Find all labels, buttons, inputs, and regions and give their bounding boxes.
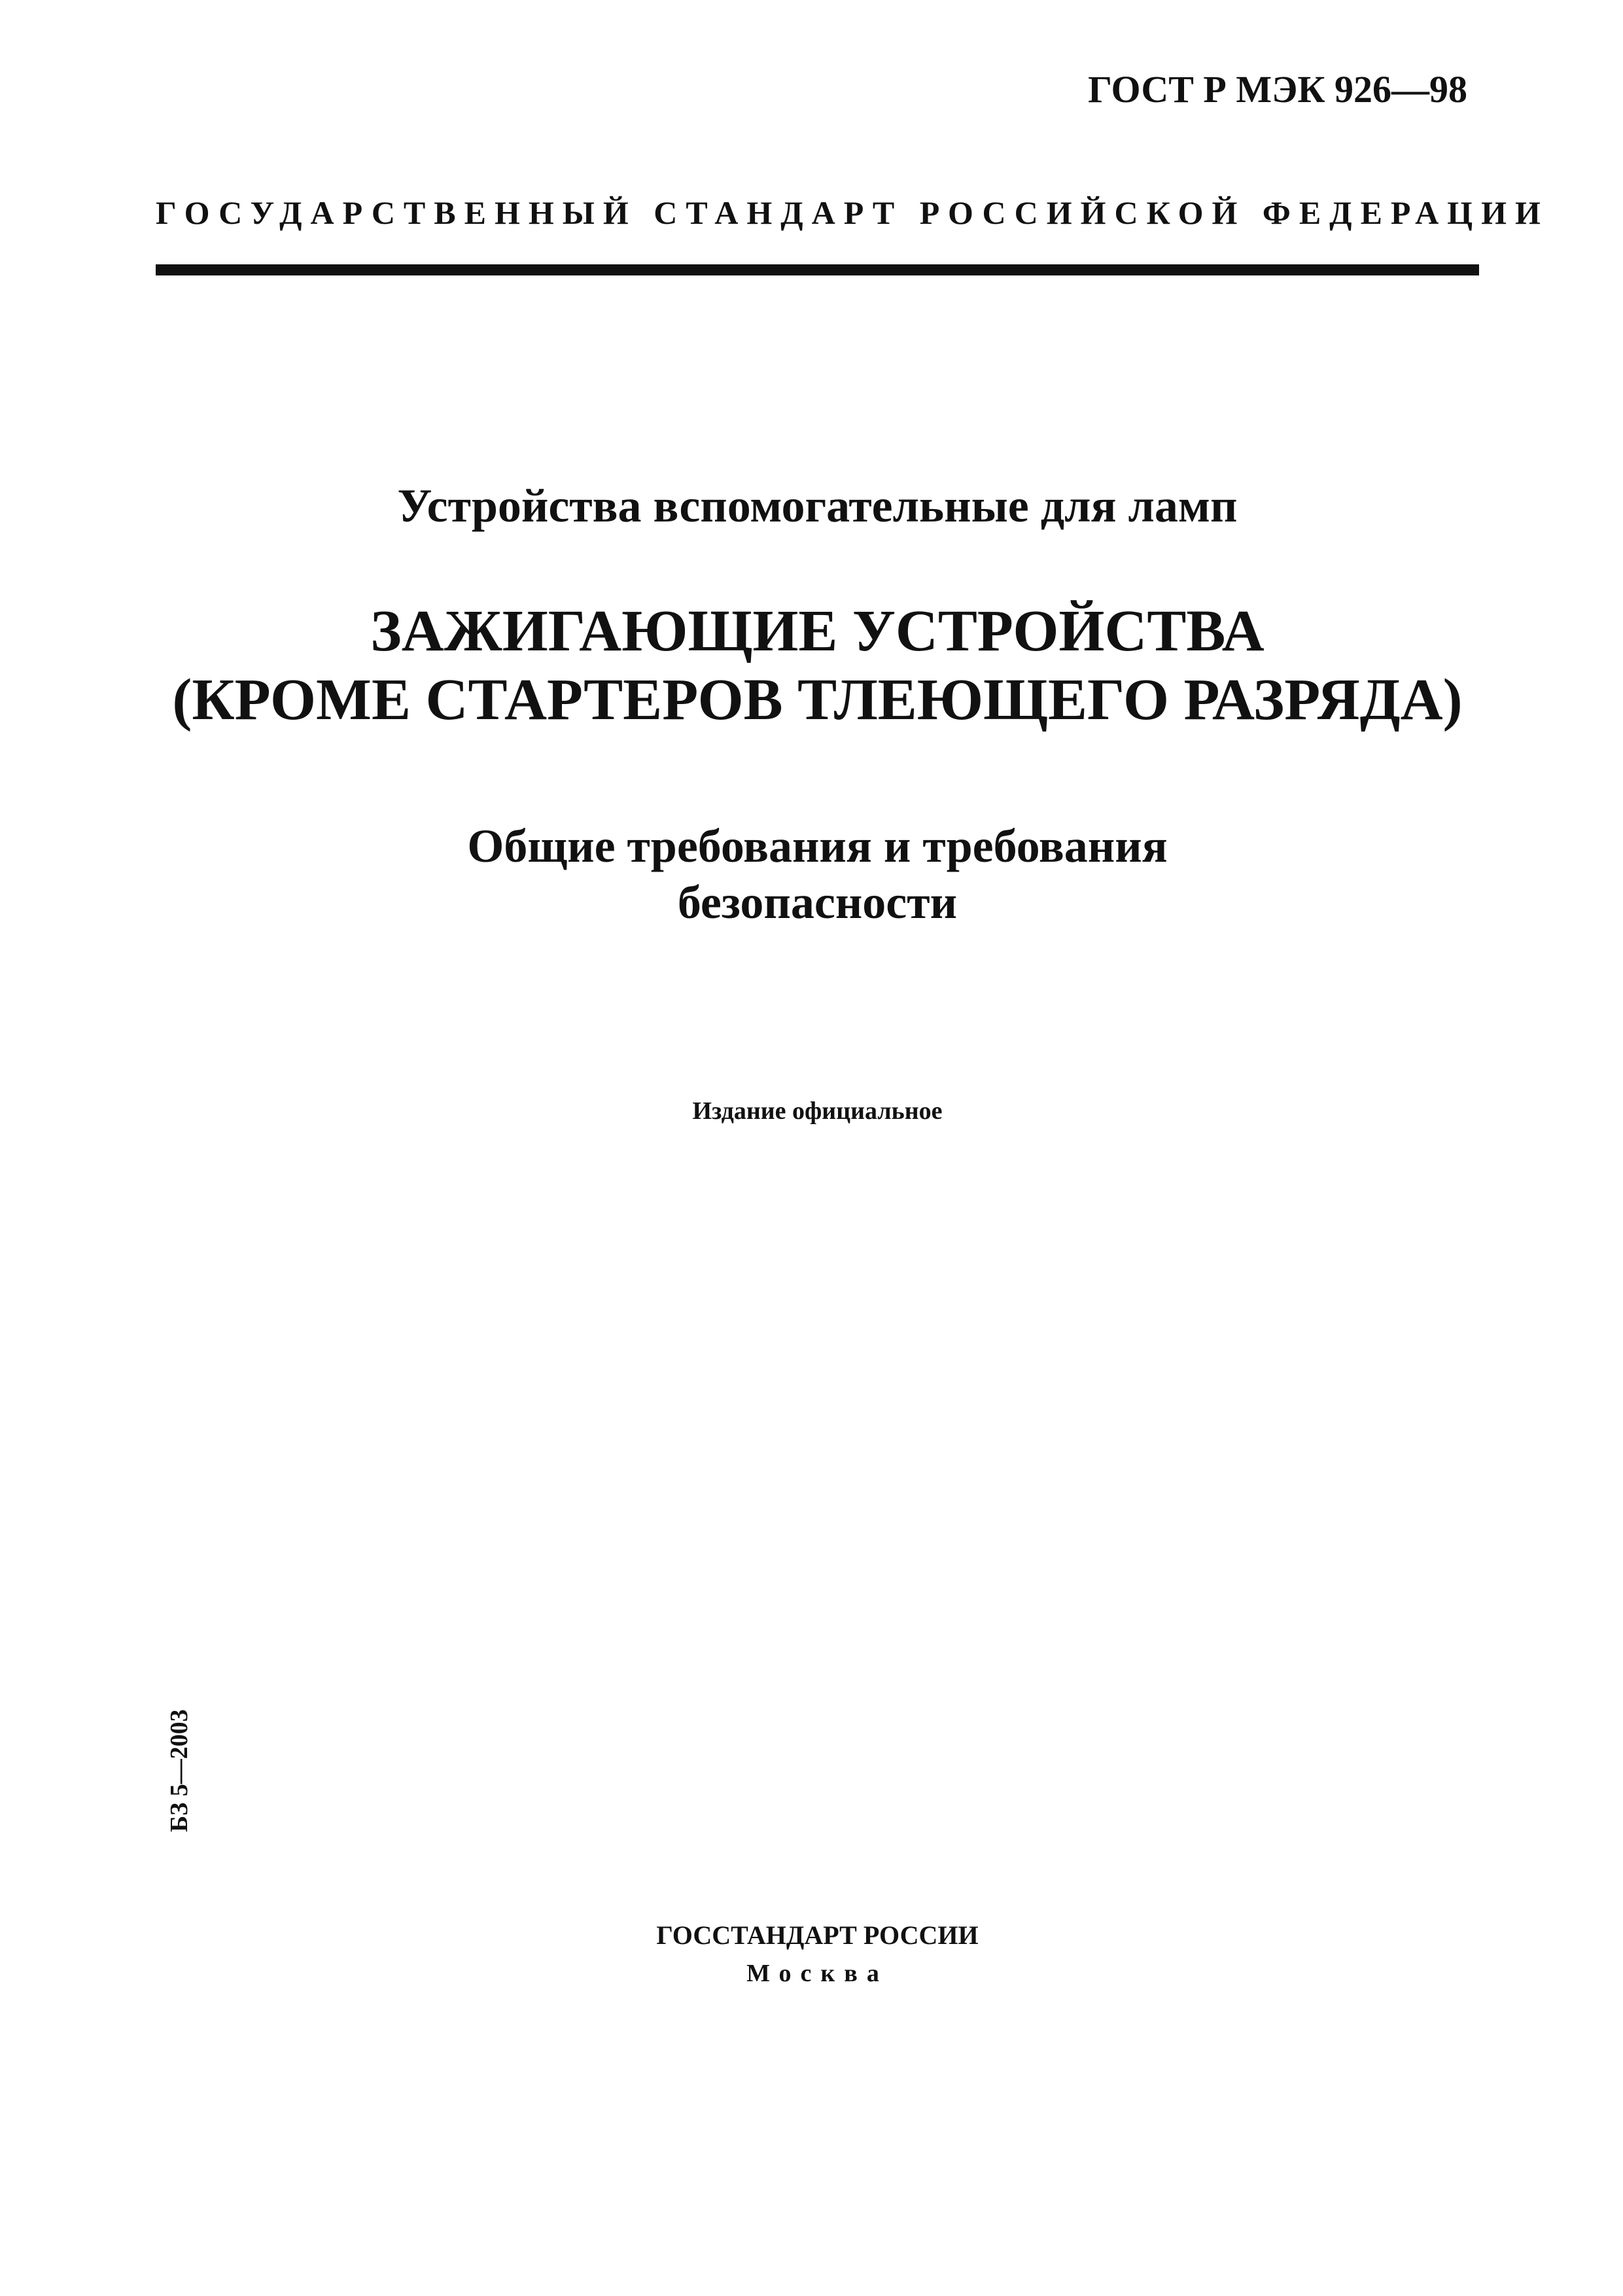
side-note: БЗ 5—2003 (166, 1709, 193, 1832)
header-divider (156, 264, 1479, 275)
sub-title-line-2: безопасности (677, 876, 958, 929)
main-title-line-2: (КРОМЕ СТАРТЕРОВ ТЛЕЮЩЕГО РАЗРЯДА) (172, 667, 1463, 733)
main-title (156, 597, 1479, 735)
general-title: Устройства вспомогательные для ламп (397, 480, 1238, 532)
sub-title (156, 818, 1479, 931)
main-title-line-1: ЗАЖИГАЮЩИЕ УСТРОЙСТВА (370, 599, 1265, 663)
sub-title-line-1: Общие требования и требования (467, 820, 1168, 872)
standard-header: ГОСУДАРСТВЕННЫЙ СТАНДАРТ РОССИЙСКОЙ ФЕДЕРАЦИИ (156, 194, 1549, 231)
publisher: ГОССТАНДАРТ РОССИИ (656, 1920, 979, 1950)
edition-label: Издание официальное (692, 1097, 943, 1125)
document-number: ГОСТ Р МЭК 926—98 (1088, 68, 1467, 111)
publication-city: Москва (746, 1960, 888, 1987)
